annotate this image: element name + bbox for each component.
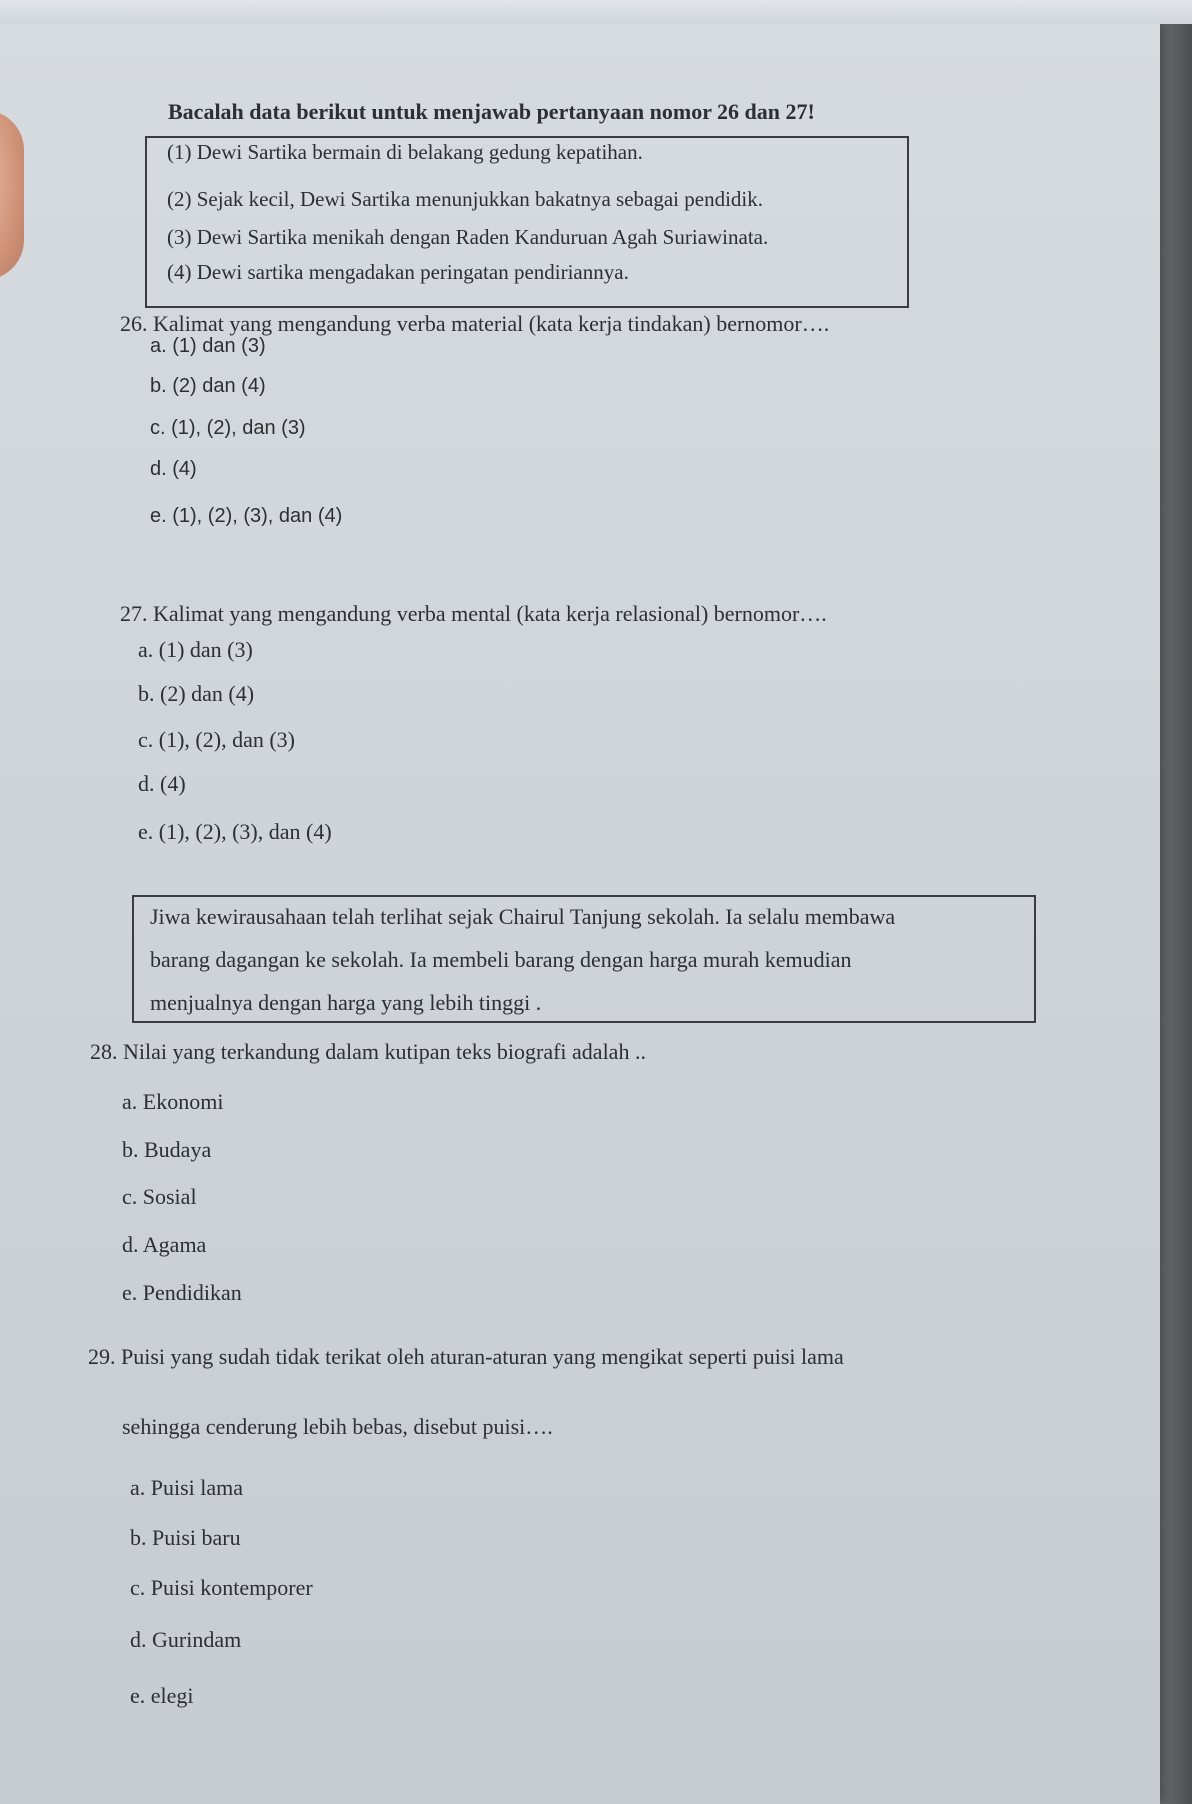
instruction-text: Bacalah data berikut untuk menjawab pertanyaan nomor 26 dan 27! bbox=[168, 99, 815, 124]
q26-option-c[interactable]: c. (1), (2), dan (3) bbox=[150, 417, 306, 439]
quote-line-3: menjualnya dengan harga yang lebih tinggi . bbox=[150, 990, 542, 1015]
q28-option-a[interactable]: a. Ekonomi bbox=[122, 1089, 224, 1114]
q27-option-b[interactable]: b. (2) dan (4) bbox=[138, 681, 255, 706]
question-29-line-2: sehingga cenderung lebih bebas, disebut puisi…. bbox=[122, 1414, 553, 1439]
q26-option-d[interactable]: d. (4) bbox=[150, 458, 197, 480]
q26-option-e[interactable]: e. (1), (2), (3), dan (4) bbox=[150, 505, 343, 527]
q29-option-e[interactable]: e. elegi bbox=[130, 1683, 194, 1708]
question-number: 27. bbox=[120, 601, 148, 626]
data-item-4: (4) Dewi sartika mengadakan peringatan pendiriannya. bbox=[167, 260, 629, 284]
question-text: Kalimat yang mengandung verba material (kata kerja tindakan) bernomor…. bbox=[153, 311, 830, 336]
question-27 bbox=[120, 600, 827, 628]
finger-holding-paper bbox=[0, 110, 24, 280]
q27-option-a[interactable]: a. (1) dan (3) bbox=[138, 637, 253, 662]
quote-line-1: Jiwa kewirausahaan telah terlihat sejak Chairul Tanjung sekolah. Ia selalu membawa bbox=[150, 904, 896, 929]
q27-option-e[interactable]: e. (1), (2), (3), dan (4) bbox=[138, 819, 332, 844]
data-item-1: (1) Dewi Sartika bermain di belakang gedung kepatihan. bbox=[167, 140, 643, 164]
q28-option-b[interactable]: b. Budaya bbox=[122, 1137, 212, 1162]
question-28 bbox=[90, 1038, 646, 1066]
q27-option-d[interactable]: d. (4) bbox=[138, 771, 186, 796]
q28-option-c[interactable]: c. Sosial bbox=[122, 1184, 197, 1209]
question-number: 26. bbox=[120, 311, 148, 336]
data-box bbox=[145, 136, 909, 308]
data-item-2: (2) Sejak kecil, Dewi Sartika menunjukkan bakatnya sebagai pendidik. bbox=[167, 187, 763, 211]
question-number: 29. bbox=[88, 1344, 116, 1369]
question-text: Nilai yang terkandung dalam kutipan teks biografi adalah .. bbox=[123, 1039, 646, 1064]
quote-box bbox=[132, 895, 1036, 1023]
q28-option-e[interactable]: e. Pendidikan bbox=[122, 1280, 242, 1305]
data-item-3: (3) Dewi Sartika menikah dengan Raden Kanduruan Agah Suriawinata. bbox=[167, 225, 769, 249]
q27-option-c[interactable]: c. (1), (2), dan (3) bbox=[138, 727, 295, 752]
question-number: 28. bbox=[90, 1039, 118, 1064]
question-text: Kalimat yang mengandung verba mental (kata kerja relasional) bernomor…. bbox=[153, 601, 827, 626]
q28-option-d[interactable]: d. Agama bbox=[122, 1232, 207, 1257]
q26-option-a[interactable]: a. (1) dan (3) bbox=[150, 335, 266, 357]
q29-option-c[interactable]: c. Puisi kontemporer bbox=[130, 1575, 313, 1600]
q26-option-b[interactable]: b. (2) dan (4) bbox=[150, 375, 266, 397]
quote-line-2: barang dagangan ke sekolah. Ia membeli barang dengan harga murah kemudian bbox=[150, 947, 852, 972]
paper-top-edge bbox=[0, 0, 1192, 24]
q29-option-a[interactable]: a. Puisi lama bbox=[130, 1475, 244, 1500]
q29-option-b[interactable]: b. Puisi baru bbox=[130, 1525, 241, 1550]
question-29 bbox=[88, 1343, 844, 1371]
question-text-line-1: Puisi yang sudah tidak terikat oleh aturan-aturan yang mengikat seperti puisi lama bbox=[121, 1344, 844, 1369]
q29-option-d[interactable]: d. Gurindam bbox=[130, 1627, 242, 1652]
